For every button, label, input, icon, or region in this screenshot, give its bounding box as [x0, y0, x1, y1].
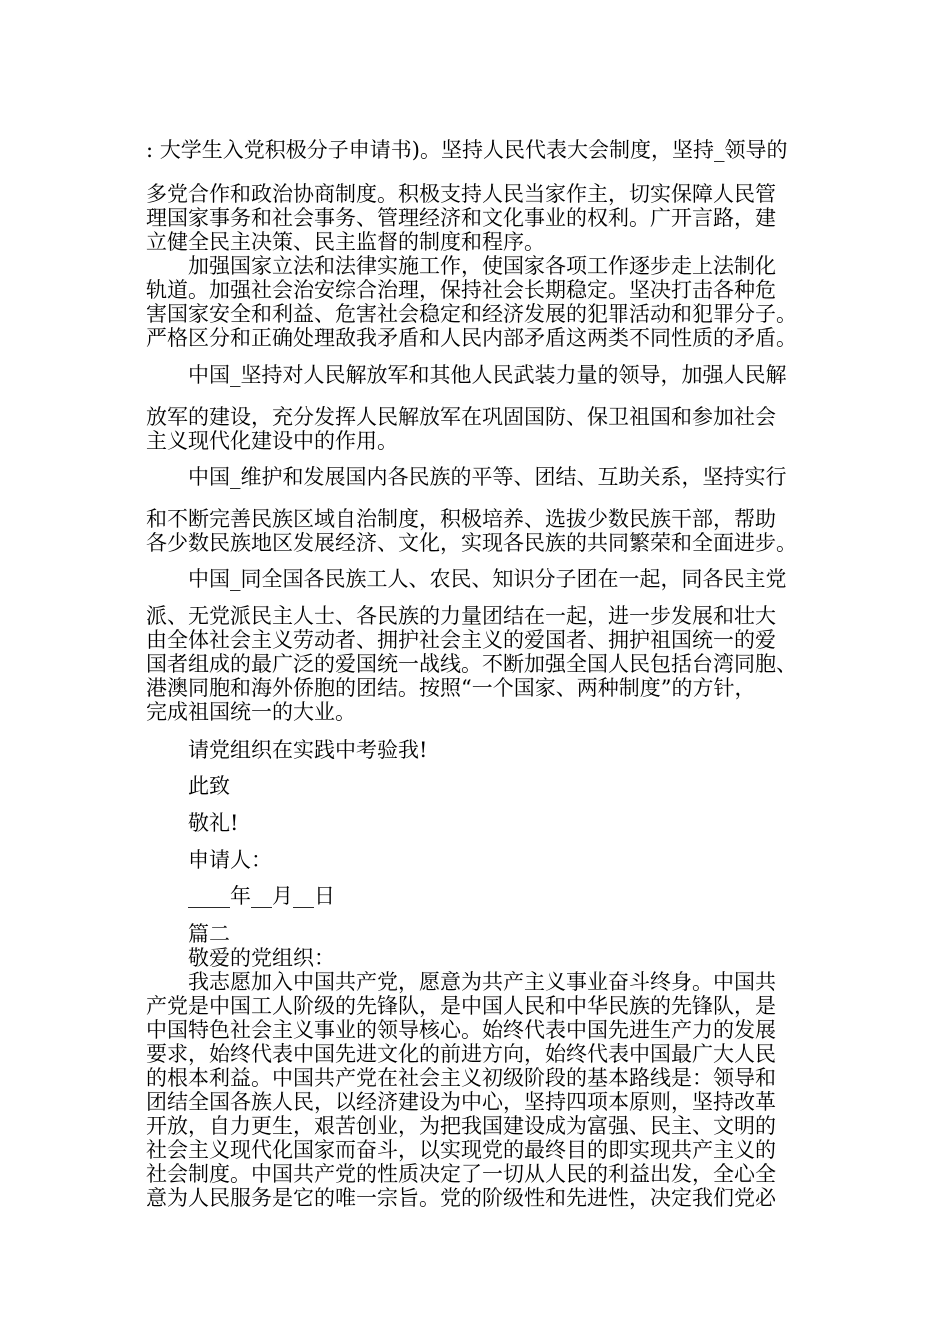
text-line: 主义现代化建设中的作用。 — [146, 429, 398, 453]
text-line: 立健全民主决策、民主监督的制度和程序。 — [146, 230, 545, 254]
text-line: 完成祖国统一的大业。 — [146, 700, 356, 724]
text-line: 社会主义现代化国家而奋斗，以实现党的最终目的即实现共产主义的 — [146, 1138, 776, 1162]
text-line: 此致 — [188, 774, 230, 798]
section-title: 篇二 — [188, 922, 230, 946]
text-line: 的根本利益。中国共产党在社会主义初级阶段的基本路线是：领导和 — [146, 1066, 776, 1090]
date-line: ____年__月__日 — [188, 884, 335, 908]
text-line: 理国家事务和社会事务、管理经济和文化事业的权利。广开言路，建 — [146, 206, 776, 230]
text-line: 轨道。加强社会治安综合治理，保持社会长期稳定。坚决打击各种危 — [146, 278, 776, 302]
text-line: 国者组成的最广泛的爱国统一战线。不断加强全国人民包括台湾同胞、 — [146, 652, 797, 676]
text-line: 派、无党派民主人士、各民族的力量团结在一起，进一步发展和壮大 — [146, 604, 776, 628]
text-line: 中国_坚持对人民解放军和其他人民武装力量的领导，加强人民解 — [188, 363, 787, 387]
text-line: 害国家安全和利益、危害社会稳定和经济发展的犯罪活动和犯罪分子。 — [146, 302, 797, 326]
salutation: 敬爱的党组织： — [188, 946, 335, 970]
text-line: 中国_维护和发展国内各民族的平等、团结、互助关系，坚持实行 — [188, 465, 787, 489]
text-line: 中国特色社会主义事业的领导核心。始终代表中国先进生产力的发展 — [146, 1018, 776, 1042]
text-line: 产党是中国工人阶级的先锋队，是中国人民和中华民族的先锋队，是 — [146, 994, 776, 1018]
text-line: 和不断完善民族区域自治制度，积极培养、选拔少数民族干部，帮助 — [146, 507, 776, 531]
text-line: 港澳同胞和海外侨胞的团结。按照“一个国家、两种制度”的方针， — [146, 676, 756, 700]
text-line: 严格区分和正确处理敌我矛盾和人民内部矛盾这两类不同性质的矛盾。 — [146, 326, 797, 350]
text-line: 中国_同全国各民族工人、农民、知识分子团在一起，同各民主党 — [188, 567, 787, 591]
text-line: 放军的建设，充分发挥人民解放军在巩固国防、保卫祖国和参加社会 — [146, 405, 776, 429]
text-line: 意为人民服务是它的唯一宗旨。党的阶级性和先进性，决定我们党必 — [146, 1186, 776, 1210]
text-line: 多党合作和政治协商制度。积极支持人民当家作主，切实保障人民管 — [146, 182, 776, 206]
text-line: 开放，自力更生，艰苦创业，为把我国建设成为富强、民主、文明的 — [146, 1114, 776, 1138]
text-line: 社会制度。中国共产党的性质决定了一切从人民的利益出发，全心全 — [146, 1162, 776, 1186]
text-line: 敬礼! — [188, 811, 239, 835]
text-line: 请党组织在实践中考验我! — [188, 738, 428, 762]
text-line: 要求，始终代表中国先进文化的前进方向，始终代表中国最广大人民 — [146, 1042, 776, 1066]
text-line: 我志愿加入中国共产党，愿意为共产主义事业奋斗终身。中国共 — [188, 970, 776, 994]
text-line: 团结全国各族人民，以经济建设为中心，坚持四项本原则，坚持改革 — [146, 1090, 776, 1114]
text-line: 由全体社会主义劳动者、拥护社会主义的爱国者、拥护祖国统一的爱 — [146, 628, 776, 652]
text-line: : 大学生入党积极分子申请书)。坚持人民代表大会制度，坚持_领导的 — [146, 138, 788, 162]
text-line: 各少数民族地区发展经济、文化，实现各民族的共同繁荣和全面进步。 — [146, 531, 797, 555]
text-line: 加强国家立法和法律实施工作，使国家各项工作逐步走上法制化 — [188, 254, 776, 278]
text-line: 申请人： — [188, 848, 272, 872]
